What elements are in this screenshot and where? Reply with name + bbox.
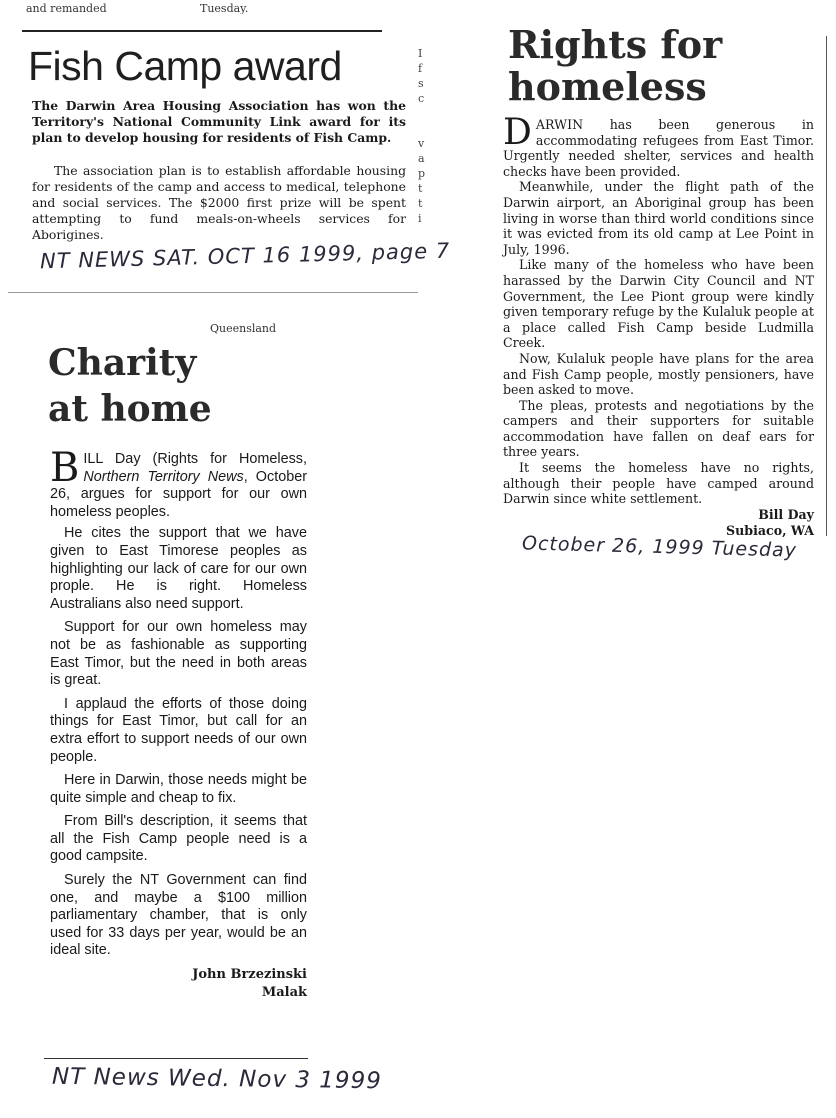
rights-article-body (503, 112, 814, 539)
fish-cut-edge (8, 292, 418, 293)
column-fragment-letter: c (418, 92, 425, 105)
charity-location: Malak (261, 985, 307, 1001)
rights-headline-line2: homeless (508, 64, 707, 109)
charity-handwritten-date: NT News Wed. Nov 3 1999 (51, 1063, 382, 1095)
rights-headline-line1: Rights for (508, 22, 723, 67)
column-fragment-letter: i (418, 212, 422, 225)
charity-paragraph: He cites the support that we have given to East Timorese peoples as highlighting our lack of care for our own prople. He is right. Homeless Australians also need support. (50, 525, 307, 612)
charity-headline (48, 340, 212, 432)
charity-paragraph: I applaud the efforts of those doing things for East Timor, but call for an extra effort to support needs of our own people. (50, 695, 307, 765)
column-fragment-letter: v (418, 137, 425, 150)
column-fragment-letter (418, 106, 428, 121)
rights-headline (508, 24, 722, 108)
rights-paragraph: Like many of the homeless who have been harassed by the Darwin City Council and NT Government, the Lee Piont group were kindly given temporary refuge by the Kulaluk people at a place called Fish Camp beside Ludmilla Creek. (503, 257, 814, 351)
fish-camp-lead: The Darwin Area Housing Association has won the Territory's National Community Link award for its plan to develop housing for residents of Fish Camp. (32, 98, 406, 145)
column-fragment-letter (418, 121, 428, 136)
fish-camp-body: The association plan is to establish affordable housing for residents of the camp and access to medical, telephone and social services. The $2000 first prize will be spent attempting to fund meals-on-wheels services for Aborigines. (32, 163, 406, 242)
rights-author: Bill Day (758, 506, 814, 522)
charity-paragraph: Here in Darwin, those needs might be quite simple and cheap to fix. (50, 772, 307, 806)
column-fragment-letter: t (418, 182, 423, 195)
column-fragment-letter: f (418, 62, 423, 75)
rights-dropcap: D (503, 112, 532, 153)
column-fragment-letter: t (418, 197, 423, 210)
rights-location: Subiaco, WA (726, 522, 814, 538)
charity-author: John Brzezinski (192, 967, 307, 983)
charity-paragraph: Surely the NT Government can find one, and maybe a $100 million parliamentary chamber, that is only used for 33 days per year, would be an ideal site. (50, 872, 307, 959)
rights-paragraph: The pleas, protests and negotiations by the campers and their supporters for suitable accommodation have fallen on deaf ears for three years. (503, 397, 814, 460)
charity-dropcap: B (50, 445, 80, 491)
charity-paragraph: BILL Day (Rights for Homeless, Northern Territory News, October 26, argues for support for our own homeless peoples. (50, 445, 307, 520)
top-fragment: and remanded (26, 2, 107, 14)
fish-top-rule (22, 30, 382, 32)
charity-paragraph: From Bill's description, it seems that all the Fish Camp people need is a good campsite. (50, 813, 307, 865)
rights-paragraph: DARWIN has been generous in accommodating refugees from East Timor. Urgently needed shelter, services and health checks have been provided. (503, 112, 814, 179)
rights-handwritten-date: October 26, 1999 Tuesday (521, 532, 798, 562)
rights-paragraph: Meanwhile, under the flight path of the Darwin airport, an Aboriginal group has been living in worse than third world conditions since it was evicted from its old camp at Lee Point in July, 1996. (503, 179, 814, 257)
charity-headline-line1: Charity (48, 342, 197, 384)
column-fragment-letter: s (418, 77, 424, 90)
top-fragment-right: Tuesday. (200, 2, 249, 14)
charity-article-body (50, 445, 307, 1002)
charity-paragraph: Support for our own homeless may not be as fashionable as supporting East Timor, but the need in both areas is great. (50, 619, 307, 689)
column-fragment-letter: p (418, 167, 426, 180)
rights-right-edge (826, 36, 827, 536)
charity-headline-line2: at home (48, 388, 212, 430)
column-fragment-letter: a (418, 152, 425, 165)
fish-camp-headline: Fish Camp award (28, 43, 342, 89)
column-fragment-letter: I (418, 47, 423, 60)
adjacent-column-fragment (418, 46, 428, 226)
charity-top-fragment: Queensland (210, 322, 277, 334)
rights-paragraph: Now, Kulaluk people have plans for the area and Fish Camp people, mostly pensioners, have been asked to move. (503, 350, 814, 398)
charity-bottom-rule (44, 1058, 308, 1059)
rights-paragraph: It seems the homeless have no rights, although their people have camped around Darwin since white settlement. (503, 460, 814, 507)
fish-camp-handwritten-source: NT NEWS SAT. OCT 16 1999, page 7 (39, 238, 451, 274)
